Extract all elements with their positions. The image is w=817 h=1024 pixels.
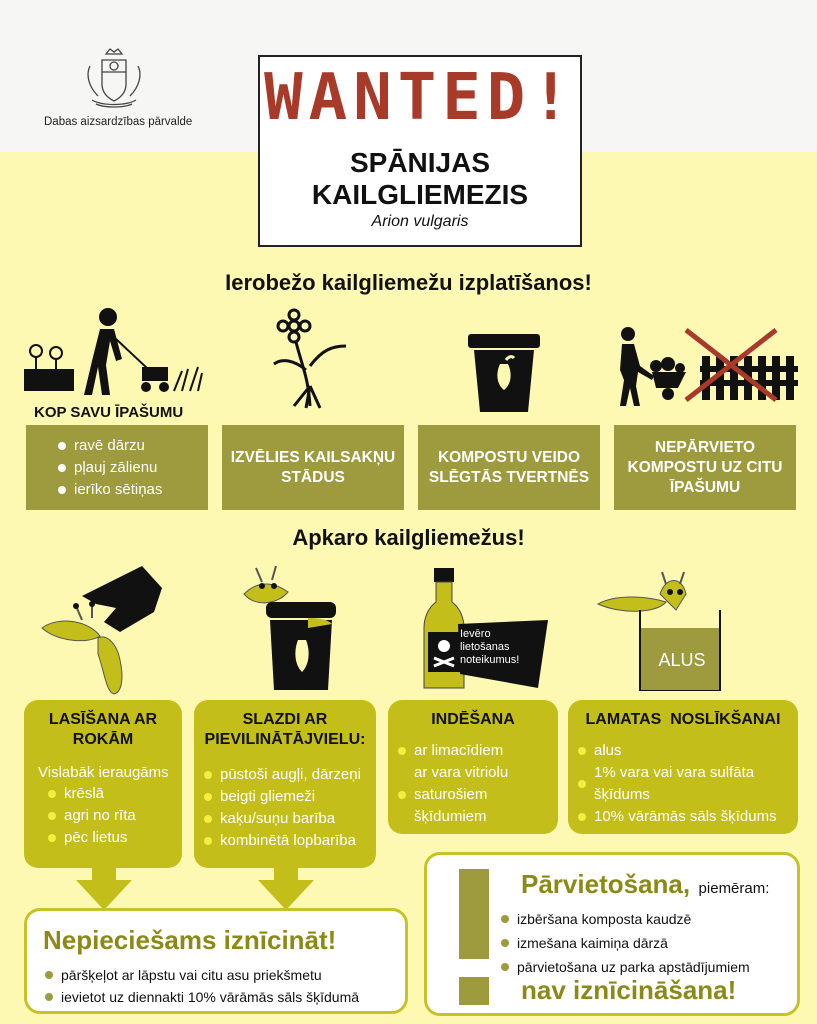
card-indesana-item: ar vara vitriolu saturošiem šķīdumiem (396, 762, 550, 828)
mower-icon (24, 305, 206, 397)
card-indesana (388, 700, 558, 834)
kop-item: pļauj zālienu (56, 457, 208, 479)
relocate-item: izmešana kaimiņa dārzā (499, 931, 750, 955)
destroy-title: Nepieciešams iznīcināt! (43, 925, 337, 955)
kop-item: ierīko sētiņas (56, 479, 208, 501)
species-line2: KAILGLIEMEZIS (311, 179, 529, 210)
card-lasisana-item: pēc lietus (46, 827, 174, 849)
card-kailsaknu: IZVĒLIES KAILSAKŅU STĀDUS (222, 425, 404, 510)
card-slazdi-item: kombinētā lopbarība (202, 830, 368, 852)
arrow-down-icon (256, 866, 316, 910)
card-slazdi-item: kaķu/suņu barība (202, 808, 368, 830)
card-slazdi-item: pūstoši augļi, dārzeņi (202, 764, 368, 786)
latin-name: Arion vulgaris (371, 213, 469, 230)
relocate-subtitle: piemēram: (698, 880, 770, 897)
card-lasisana-item: agri no rīta (46, 805, 174, 827)
wanted-poster (258, 55, 582, 247)
card-lamatas-item: 10% vārāmās sāls šķīdums (576, 806, 790, 828)
card-lamatas-item: 1% vara vai vara sulfāta šķīdums (576, 762, 790, 806)
trap-icon (238, 564, 342, 692)
relocate-box (424, 852, 800, 1016)
card-slazdi-item: beigti gliemeži (202, 786, 368, 808)
card-lasisana-title: LASĪŠANA AR ROKĀM (48, 711, 158, 748)
destroy-item: pāršķeļot ar lāpstu vai citu asu priekšmetu (43, 964, 389, 986)
wanted-title: WANTED! (264, 61, 576, 135)
card-lasisana-item: krēslā (46, 783, 174, 805)
relocate-title: Pārvietošana, (521, 869, 691, 899)
flower-icon (272, 306, 352, 410)
card-lasisana (24, 700, 182, 868)
section2-title: Apkaro kailgliemežus! (292, 525, 525, 550)
card-lamatas-item: alus (576, 740, 790, 762)
card-lamatas-title: LAMATAS NOSLĪKŠANAI (585, 711, 781, 728)
card-komposts: KOMPOSTU VEIDO SLĒGTĀS TVERTNĒS (418, 425, 600, 510)
card-slazdi-title: SLAZDI AR PIEVILINĀTĀJVIELU: (204, 711, 366, 748)
relocate-heading (521, 869, 769, 900)
org-name: Dabas aizsardzības pārvalde (44, 116, 193, 128)
hand-icon (38, 560, 168, 698)
relocate-item: pārvietošana uz parka apstādījumiem (499, 955, 750, 979)
coat-of-arms-icon (82, 46, 146, 112)
card-indesana-item: ar limacīdiem (396, 740, 550, 762)
destroy-box (24, 908, 408, 1014)
bottle-warning: Ievēro lietošanas noteikumus! (460, 628, 520, 666)
card-lamatas (568, 700, 798, 834)
card-indesana-title: INDĒŠANA (431, 711, 515, 728)
species-line1: SPĀNIJAS (349, 147, 491, 178)
alus-label: ALUS (658, 650, 706, 670)
card-neparvieto: NEPĀRVIETO KOMPOSTU UZ CITU ĪPAŠUMU (614, 425, 796, 510)
card-slazdi (194, 700, 376, 868)
species-name (260, 147, 580, 211)
kop-item: ravē dārzu (56, 435, 208, 457)
destroy-item: ievietot uz diennakti 10% vārāmās sāls šķīdumā (43, 986, 389, 1008)
relocate-footer: nav iznīcināšana! (521, 975, 737, 1005)
exclamation-icon (459, 869, 489, 1005)
section1-title: Ierobežo kailgliemežu izplatīšanos! (225, 270, 592, 295)
relocate-list (499, 907, 750, 979)
kop-label: KOP SAVU ĪPAŠUMU (34, 404, 184, 421)
arrow-down-icon (74, 866, 134, 910)
relocate-item: izbēršana komposta kaudzē (499, 907, 750, 931)
card-kop (26, 425, 208, 510)
wheelbarrow-icon (612, 326, 800, 406)
beer-cup-icon (596, 570, 724, 696)
card-lasisana-intro: Vislabāk ieraugāms (38, 764, 169, 781)
bin-icon (466, 330, 542, 414)
